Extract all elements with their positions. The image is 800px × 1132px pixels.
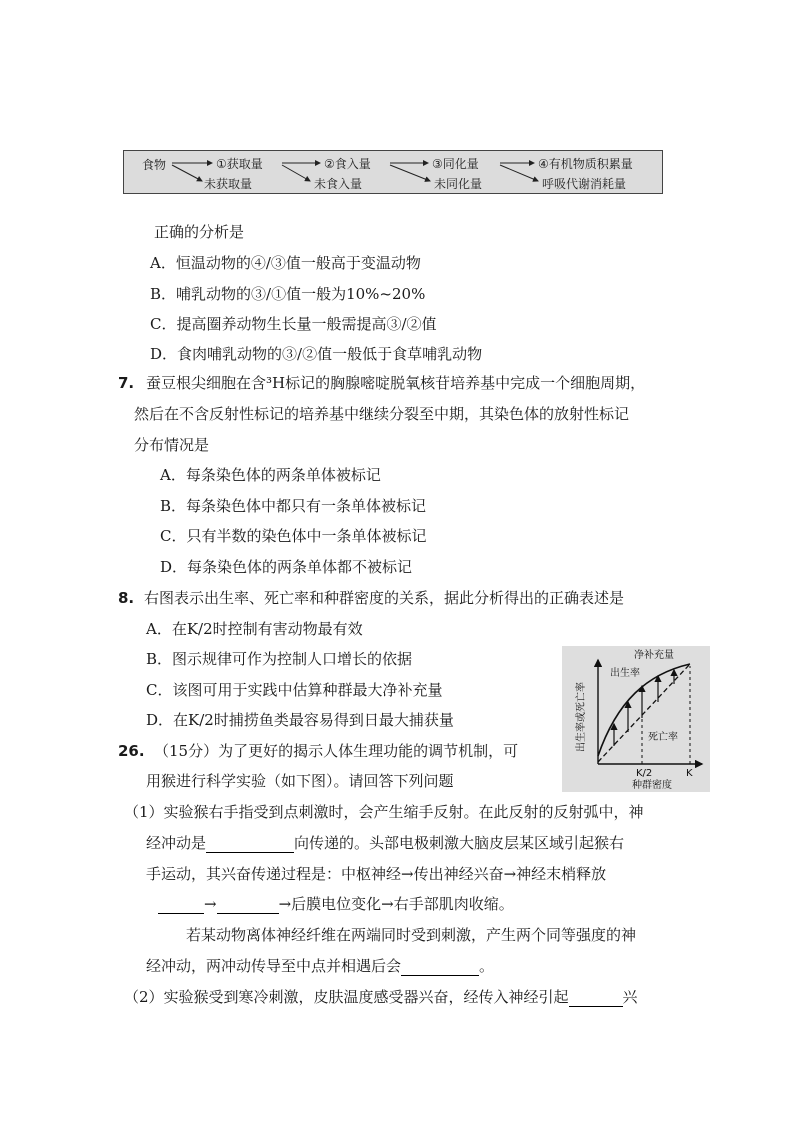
q26-p1-line-6-a: 经冲动，两冲动传导至中点并相遇后会: [146, 957, 402, 975]
flow-top-4: ④有机物质积累量: [538, 157, 633, 171]
q26-p1-line-1: （1）实验猴右手指受到点刺激时，会产生缩手反射。在此反射的反射弧中，神: [124, 803, 644, 821]
birth-rate-label: 出生率: [610, 668, 640, 679]
flow-bottom-4: 呼吸代谢消耗量: [542, 177, 627, 191]
answer-blank-3[interactable]: [217, 898, 279, 914]
q6-option-a: A．恒温动物的④/③值一般高于变温动物: [150, 254, 421, 272]
q8-option-d: D．在K/2时捕捞鱼类最容易得到日最大捕获量: [146, 711, 454, 729]
x-axis-label: 种群密度: [632, 780, 672, 791]
q7-line-1: 蚕豆根尖细胞在含³H标记的胸腺嘧啶脱氧核苷培养基中完成一个细胞周期，: [146, 374, 646, 392]
q8-option-c: C．该图可用于实践中估算种群最大净补充量: [146, 681, 443, 699]
q26-number: 26.: [118, 742, 145, 760]
q7-number: 7.: [118, 374, 135, 392]
q26-intro-2: 用猴进行科学实验（如下图）。请回答下列问题: [146, 772, 454, 790]
flow-bottom-2: 未食入量: [314, 177, 363, 191]
q8-option-a: A．在K/2时控制有害动物最有效: [146, 620, 363, 638]
q7-option-a: A．每条染色体的两条单体被标记: [160, 466, 381, 484]
q6-option-b: B．哺乳动物的③/①值一般为10%~20%: [150, 285, 426, 303]
q26-p1-line-4: [158, 894, 514, 914]
tick-k-half: K/2: [636, 768, 653, 779]
answer-blank-2[interactable]: [158, 898, 204, 914]
q6-stem: 正确的分析是: [154, 223, 245, 241]
q26-p2-line-1-b: 兴: [622, 988, 638, 1006]
q7-option-b: B．每条染色体中都只有一条单体被标记: [160, 497, 427, 515]
flow-bottom-1: 未获取量: [204, 177, 253, 191]
q26-p1-line-2: [146, 833, 624, 853]
energy-flow-diagram: [123, 150, 663, 194]
answer-blank-5[interactable]: [569, 991, 623, 1007]
q8-stem: 右图表示出生率、死亡率和种群密度的关系，据此分析得出的正确表述是: [144, 589, 625, 607]
flow-bottom-3: 未同化量: [434, 177, 483, 191]
flow-top-1: ①获取量: [216, 157, 263, 171]
flow-top-3: ③同化量: [432, 157, 479, 171]
flow-top-2: ②食入量: [324, 157, 371, 171]
q8-number: 8.: [118, 589, 135, 607]
net-increase-label: 净补充量: [634, 650, 674, 661]
answer-blank-4[interactable]: [401, 960, 479, 976]
q26-p1-line-3: 手运动，其兴奋传递过程是：中枢神经→传出神经兴奋→神经末梢释放: [146, 865, 607, 883]
q7-option-c: C．只有半数的染色体中一条单体被标记: [160, 527, 427, 545]
death-rate-label: 死亡率: [648, 732, 678, 743]
q26-p1-line-4-rest: →后膜电位变化→右手部肌肉收缩。: [278, 895, 514, 913]
y-axis-label: 出生率或死亡率: [576, 682, 587, 752]
q7-line-2: 然后在不含反射性标记的培养基中继续分裂至中期，其染色体的放射性标记: [134, 405, 630, 423]
population-density-figure: [562, 646, 710, 792]
q26-intro-1: （15分）为了更好的揭示人体生理功能的调节机制，可: [154, 742, 519, 760]
flow-food: 食物: [142, 158, 167, 172]
q26-p1-line-2-b: 向传递的。头部电极刺激大脑皮层某区域引起猴右: [294, 834, 625, 852]
q7-option-d: D．每条染色体的两条单体都不被标记: [160, 558, 413, 576]
q26-p1-line-4-arrow: →: [204, 895, 217, 913]
answer-blank-1[interactable]: [206, 837, 294, 853]
q26-p2-line-1: [124, 987, 638, 1007]
q26-p1-line-6: [146, 956, 494, 976]
q7-line-3: 分布情况是: [134, 436, 210, 454]
q26-p1-line-5: 若某动物离体神经纤维在两端同时受到刺激，产生两个同等强度的神: [186, 926, 637, 944]
flow-arrows: [124, 151, 664, 195]
q6-option-d: D．食肉哺乳动物的③/②值一般低于食草哺乳动物: [150, 345, 483, 363]
q8-option-b: B．图示规律可作为控制人口增长的依据: [146, 650, 413, 668]
tick-k: K: [686, 768, 693, 779]
q26-p1-line-6-b: 。: [479, 957, 495, 975]
q6-option-c: C．提高圈养动物生长量一般需提高③/②值: [150, 315, 437, 333]
q26-p1-line-2-a: 经冲动是: [146, 834, 207, 852]
q26-p2-line-1-a: （2）实验猴受到寒冷刺激，皮肤温度感受器兴奋，经传入神经引起: [124, 988, 569, 1006]
